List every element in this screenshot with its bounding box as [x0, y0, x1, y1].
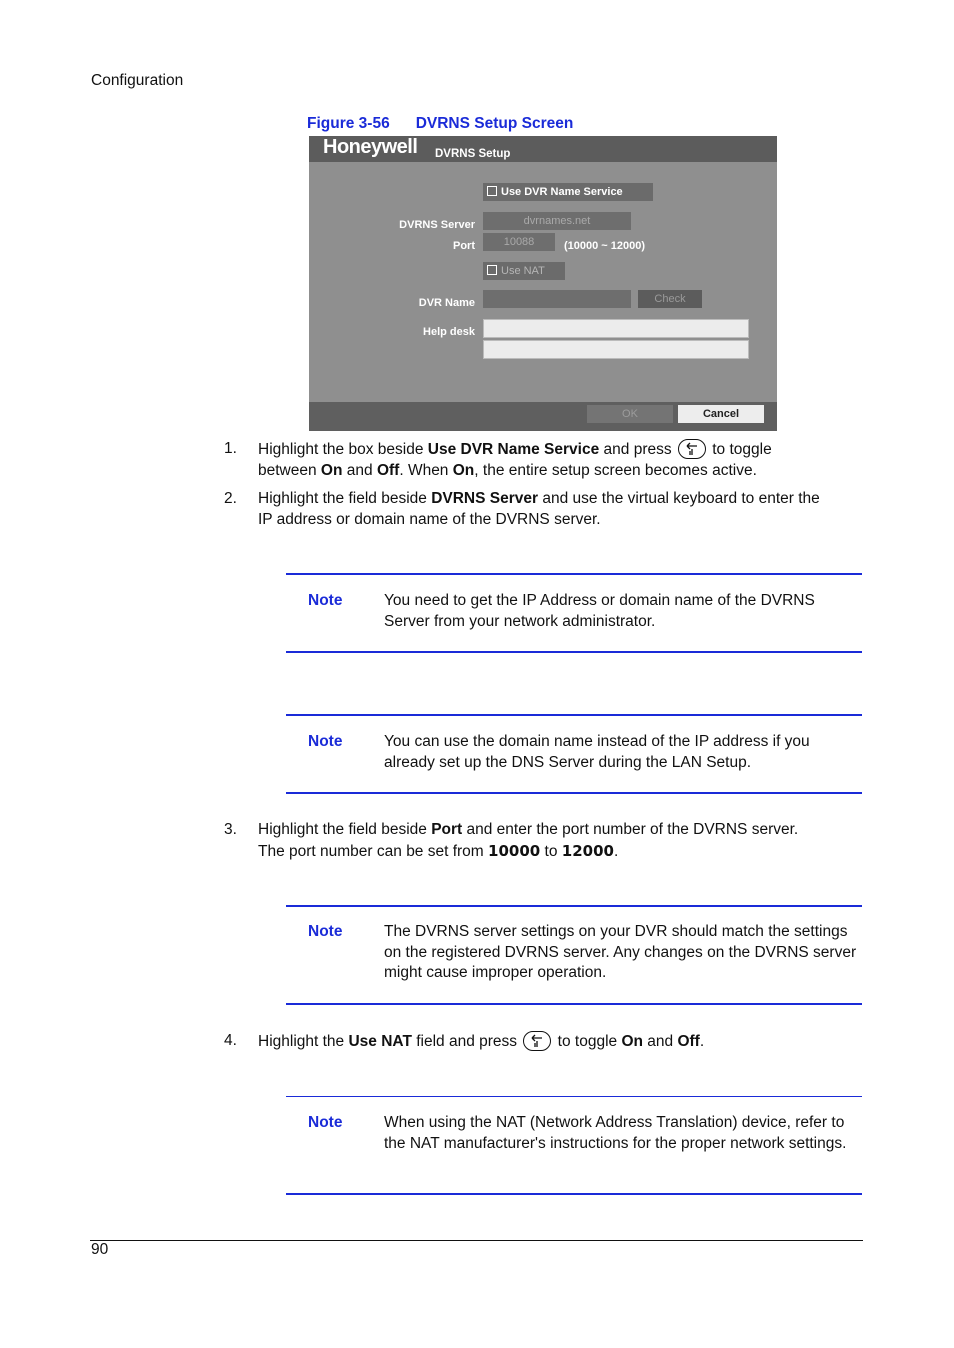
dvr-title-bar	[309, 136, 777, 162]
step-number: 4.	[224, 1032, 237, 1049]
text-run: and	[642, 1033, 678, 1050]
honeywell-logo: Honeywell	[323, 136, 418, 158]
note-label: Note	[308, 592, 343, 609]
bold-term: 10000	[488, 841, 541, 860]
note-text: When using the NAT (Network Address Translation) device, refer to the NAT manufacturer's instructions for the proper network settings.	[384, 1114, 847, 1152]
step-text	[258, 820, 868, 862]
text-run: and press	[599, 441, 676, 458]
figure-number: Figure 3-56	[307, 115, 390, 132]
text-run: between	[258, 461, 321, 479]
note-box	[286, 573, 862, 653]
note-label: Note	[308, 733, 343, 750]
note-text: The DVRNS server settings on your DVR should match the settings on the registered DVRNS server. Any changes on the DVRNS server might cause improper operation.	[384, 923, 857, 981]
note-label: Note	[308, 923, 343, 940]
text-run: .	[613, 842, 619, 860]
step-number: 3.	[224, 821, 237, 838]
text-run: Highlight the field beside	[258, 821, 432, 838]
text-run: Highlight the box beside	[258, 441, 428, 458]
note-box	[286, 905, 862, 1005]
port-range: (10000 ~ 12000)	[564, 240, 646, 252]
text-run: .	[699, 1033, 705, 1050]
footer-rule	[90, 1240, 863, 1241]
port-label: Port	[453, 240, 475, 252]
step-text	[258, 439, 868, 481]
dvr-name-label: DVR Name	[418, 297, 475, 309]
figure-title: DVRNS Setup Screen	[415, 115, 574, 132]
step-number: 1.	[224, 440, 237, 457]
running-header: Configuration	[91, 72, 184, 89]
note-label: Note	[308, 1114, 343, 1131]
step-text	[258, 1031, 868, 1053]
figure-caption	[307, 114, 573, 135]
ok-button[interactable]: OK	[587, 405, 673, 423]
bold-term: 12000	[561, 841, 614, 860]
port-field[interactable]: 10088	[483, 233, 555, 251]
text-run: The port number can be set from	[258, 842, 489, 860]
cancel-button[interactable]: Cancel	[678, 405, 764, 423]
bold-term: Port	[431, 821, 463, 838]
text-run: . When	[399, 461, 453, 479]
text-run: and enter the port number of the DVRNS server.	[462, 821, 799, 838]
dvr-footer-bar	[309, 402, 777, 431]
bold-term: On	[452, 461, 475, 479]
step-4	[224, 1031, 864, 1055]
checkbox-icon	[487, 265, 497, 275]
bold-term: Use DVR Name Service	[427, 441, 600, 458]
enter-button-icon	[523, 1031, 551, 1051]
text-run: and	[342, 461, 377, 479]
text-run: IP address or domain name of the DVRNS server.	[258, 510, 601, 528]
bold-term: Off	[677, 1033, 700, 1050]
note-text: You can use the domain name instead of the IP address if you already set up the DNS Server during the LAN Setup.	[384, 733, 810, 771]
text-run: Highlight the	[258, 1033, 349, 1050]
text-run: and use the virtual keyboard to enter the	[538, 490, 820, 507]
bold-term: Use NAT	[348, 1033, 412, 1050]
step-3	[224, 820, 864, 864]
text-run: to	[540, 842, 562, 860]
text-run: field and press	[411, 1033, 522, 1050]
dvr-name-field[interactable]	[483, 290, 631, 308]
dvrns-server-label: DVRNS Server	[399, 219, 475, 231]
step-2	[224, 489, 864, 533]
note-text: You need to get the IP Address or domain name of the DVRNS Server from your network administrator.	[384, 592, 815, 630]
dvrns-server-field[interactable]: dvrnames.net	[483, 212, 631, 230]
bold-term: On	[621, 1033, 643, 1050]
text-run: to toggle	[553, 1033, 622, 1050]
dvr-screen-title: DVRNS Setup	[435, 148, 511, 160]
note-box	[286, 714, 862, 794]
text-run: Highlight the field beside	[258, 490, 432, 507]
step-text	[258, 489, 868, 530]
use-nat-label: Use NAT	[501, 265, 545, 277]
step-number: 2.	[224, 490, 237, 507]
step-1	[224, 439, 864, 483]
bold-term: DVRNS Server	[431, 490, 539, 507]
text-run: to toggle	[707, 441, 772, 458]
help-desk-field-1[interactable]	[483, 319, 749, 338]
check-button[interactable]: Check	[638, 290, 702, 308]
text-run: , the entire setup screen becomes active.	[474, 461, 757, 479]
bold-term: On	[320, 461, 343, 479]
use-nat-checkbox[interactable]	[483, 262, 565, 280]
use-dvr-name-service-label: Use DVR Name Service	[501, 186, 623, 198]
bold-term: Off	[376, 461, 400, 479]
checkbox-icon	[487, 186, 497, 196]
use-dvr-name-service-checkbox[interactable]	[483, 183, 653, 201]
help-desk-label: Help desk	[423, 326, 475, 338]
page-number: 90	[91, 1241, 109, 1258]
note-box	[286, 1096, 862, 1195]
dvrns-setup-screenshot	[309, 136, 777, 431]
enter-button-icon	[678, 439, 706, 459]
help-desk-field-2[interactable]	[483, 340, 749, 359]
